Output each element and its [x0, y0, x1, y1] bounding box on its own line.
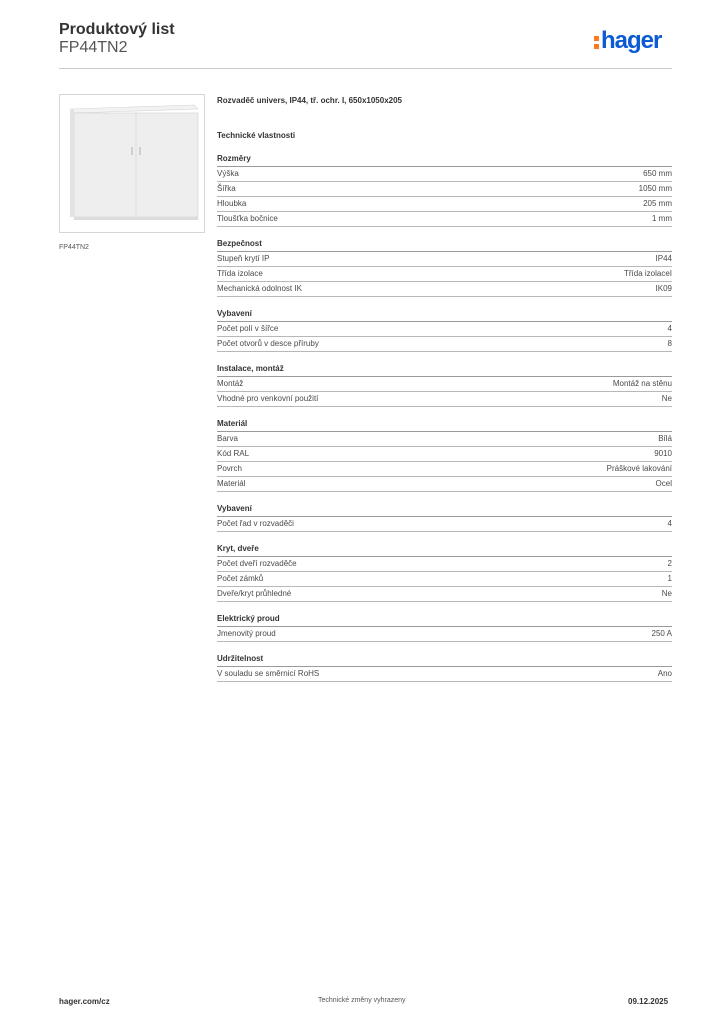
spec-label: Počet dveří rozvaděče	[217, 559, 297, 568]
spec-value: 2	[667, 559, 672, 568]
spec-value: 1050 mm	[638, 184, 672, 193]
spec-label: Mechanická odolnost IK	[217, 284, 302, 293]
spec-row	[217, 572, 672, 587]
spec-value: Třída izolaceI	[623, 269, 672, 278]
section-title: Elektrický proud	[217, 612, 672, 627]
tech-heading: Technické vlastnosti	[217, 131, 296, 140]
spec-label: Jmenovitý proud	[217, 629, 276, 638]
spec-label: Barva	[217, 434, 238, 443]
spec-value: 4	[667, 324, 672, 333]
spec-value: Montáž na stěnu	[612, 379, 672, 388]
spec-row	[217, 337, 672, 352]
product-image	[59, 94, 205, 233]
spec-value: Bílá	[658, 434, 672, 443]
spec-row	[217, 627, 672, 642]
spec-section	[217, 652, 672, 682]
spec-row	[217, 392, 672, 407]
page-title: Produktový list	[59, 21, 175, 38]
spec-value: 650 mm	[643, 169, 672, 178]
section-title: Udržitelnost	[217, 652, 672, 667]
spec-label: Vhodné pro venkovní použití	[217, 394, 319, 403]
section-title: Instalace, montáž	[217, 362, 672, 377]
spec-section	[217, 152, 672, 227]
footer-date: 09.12.2025	[628, 997, 669, 1006]
spec-label: Stupeň krytí IP	[217, 254, 270, 263]
section-title: Vybavení	[217, 307, 672, 322]
spec-label: Tloušťka bočnice	[217, 214, 278, 223]
header-divider	[59, 68, 672, 69]
spec-value: 1 mm	[652, 214, 672, 223]
logo-text: hager	[601, 27, 662, 54]
spec-section	[217, 542, 672, 602]
cabinet-illustration-icon	[60, 95, 204, 232]
spec-row	[217, 587, 672, 602]
spec-row	[217, 517, 672, 532]
hager-logo	[594, 28, 661, 54]
spec-value: Ne	[661, 589, 672, 598]
spec-label: Kód RAL	[217, 449, 250, 458]
spec-row	[217, 667, 672, 682]
spec-value: Ocel	[655, 479, 672, 488]
spec-section	[217, 362, 672, 407]
spec-row	[217, 377, 672, 392]
spec-label: Třída izolace	[217, 269, 263, 278]
product-specs	[217, 95, 672, 682]
section-title: Materiál	[217, 417, 672, 432]
section-title: Rozměry	[217, 152, 672, 167]
spec-sections	[217, 152, 672, 682]
spec-value: 4	[667, 519, 672, 528]
spec-value: IK09	[655, 284, 672, 293]
spec-row	[217, 462, 672, 477]
footer-website: hager.com/cz	[59, 997, 110, 1006]
spec-row	[217, 557, 672, 572]
spec-row	[217, 477, 672, 492]
spec-value: IP44	[655, 254, 672, 263]
spec-label: Počet otvorů v desce příruby	[217, 339, 319, 348]
spec-value: 205 mm	[643, 199, 672, 208]
spec-label: Povrch	[217, 464, 242, 473]
spec-label: Hloubka	[217, 199, 247, 208]
spec-label: Počet polí v šířce	[217, 324, 279, 333]
footer-note: Technické změny vyhrazeny	[318, 997, 406, 1004]
spec-label: Počet řad v rozvaděči	[217, 519, 294, 528]
logo-dots-icon	[594, 36, 600, 50]
spec-section	[217, 307, 672, 352]
spec-value: Práškové lakování	[606, 464, 672, 473]
spec-value: Ano	[657, 669, 672, 678]
spec-section	[217, 237, 672, 297]
spec-row	[217, 167, 672, 182]
spec-label: Dveře/kryt průhledné	[217, 589, 292, 598]
spec-label: V souladu se směrnicí RoHS	[217, 669, 320, 678]
spec-row	[217, 267, 672, 282]
spec-label: Materiál	[217, 479, 246, 488]
spec-label: Šířka	[217, 184, 236, 193]
spec-value: Ne	[661, 394, 672, 403]
spec-value: 250 A	[651, 629, 672, 638]
spec-row	[217, 322, 672, 337]
spec-row	[217, 432, 672, 447]
spec-row	[217, 447, 672, 462]
spec-section	[217, 502, 672, 532]
spec-value: 9010	[654, 449, 672, 458]
spec-value: 1	[667, 574, 672, 583]
spec-row	[217, 182, 672, 197]
spec-row	[217, 282, 672, 297]
section-title: Kryt, dveře	[217, 542, 672, 557]
spec-label: Výška	[217, 169, 239, 178]
spec-label: Montáž	[217, 379, 244, 388]
section-title: Bezpečnost	[217, 237, 672, 252]
product-code: FP44TN2	[59, 39, 128, 56]
product-description: Rozvaděč univers, IP44, tř. ochr. I, 650x1050x205	[217, 96, 402, 105]
spec-value: 8	[667, 339, 672, 348]
spec-row	[217, 252, 672, 267]
spec-section	[217, 417, 672, 492]
image-caption: FP44TN2	[59, 244, 89, 251]
spec-row	[217, 197, 672, 212]
spec-section	[217, 612, 672, 642]
section-title: Vybavení	[217, 502, 672, 517]
spec-label: Počet zámků	[217, 574, 264, 583]
spec-row	[217, 212, 672, 227]
